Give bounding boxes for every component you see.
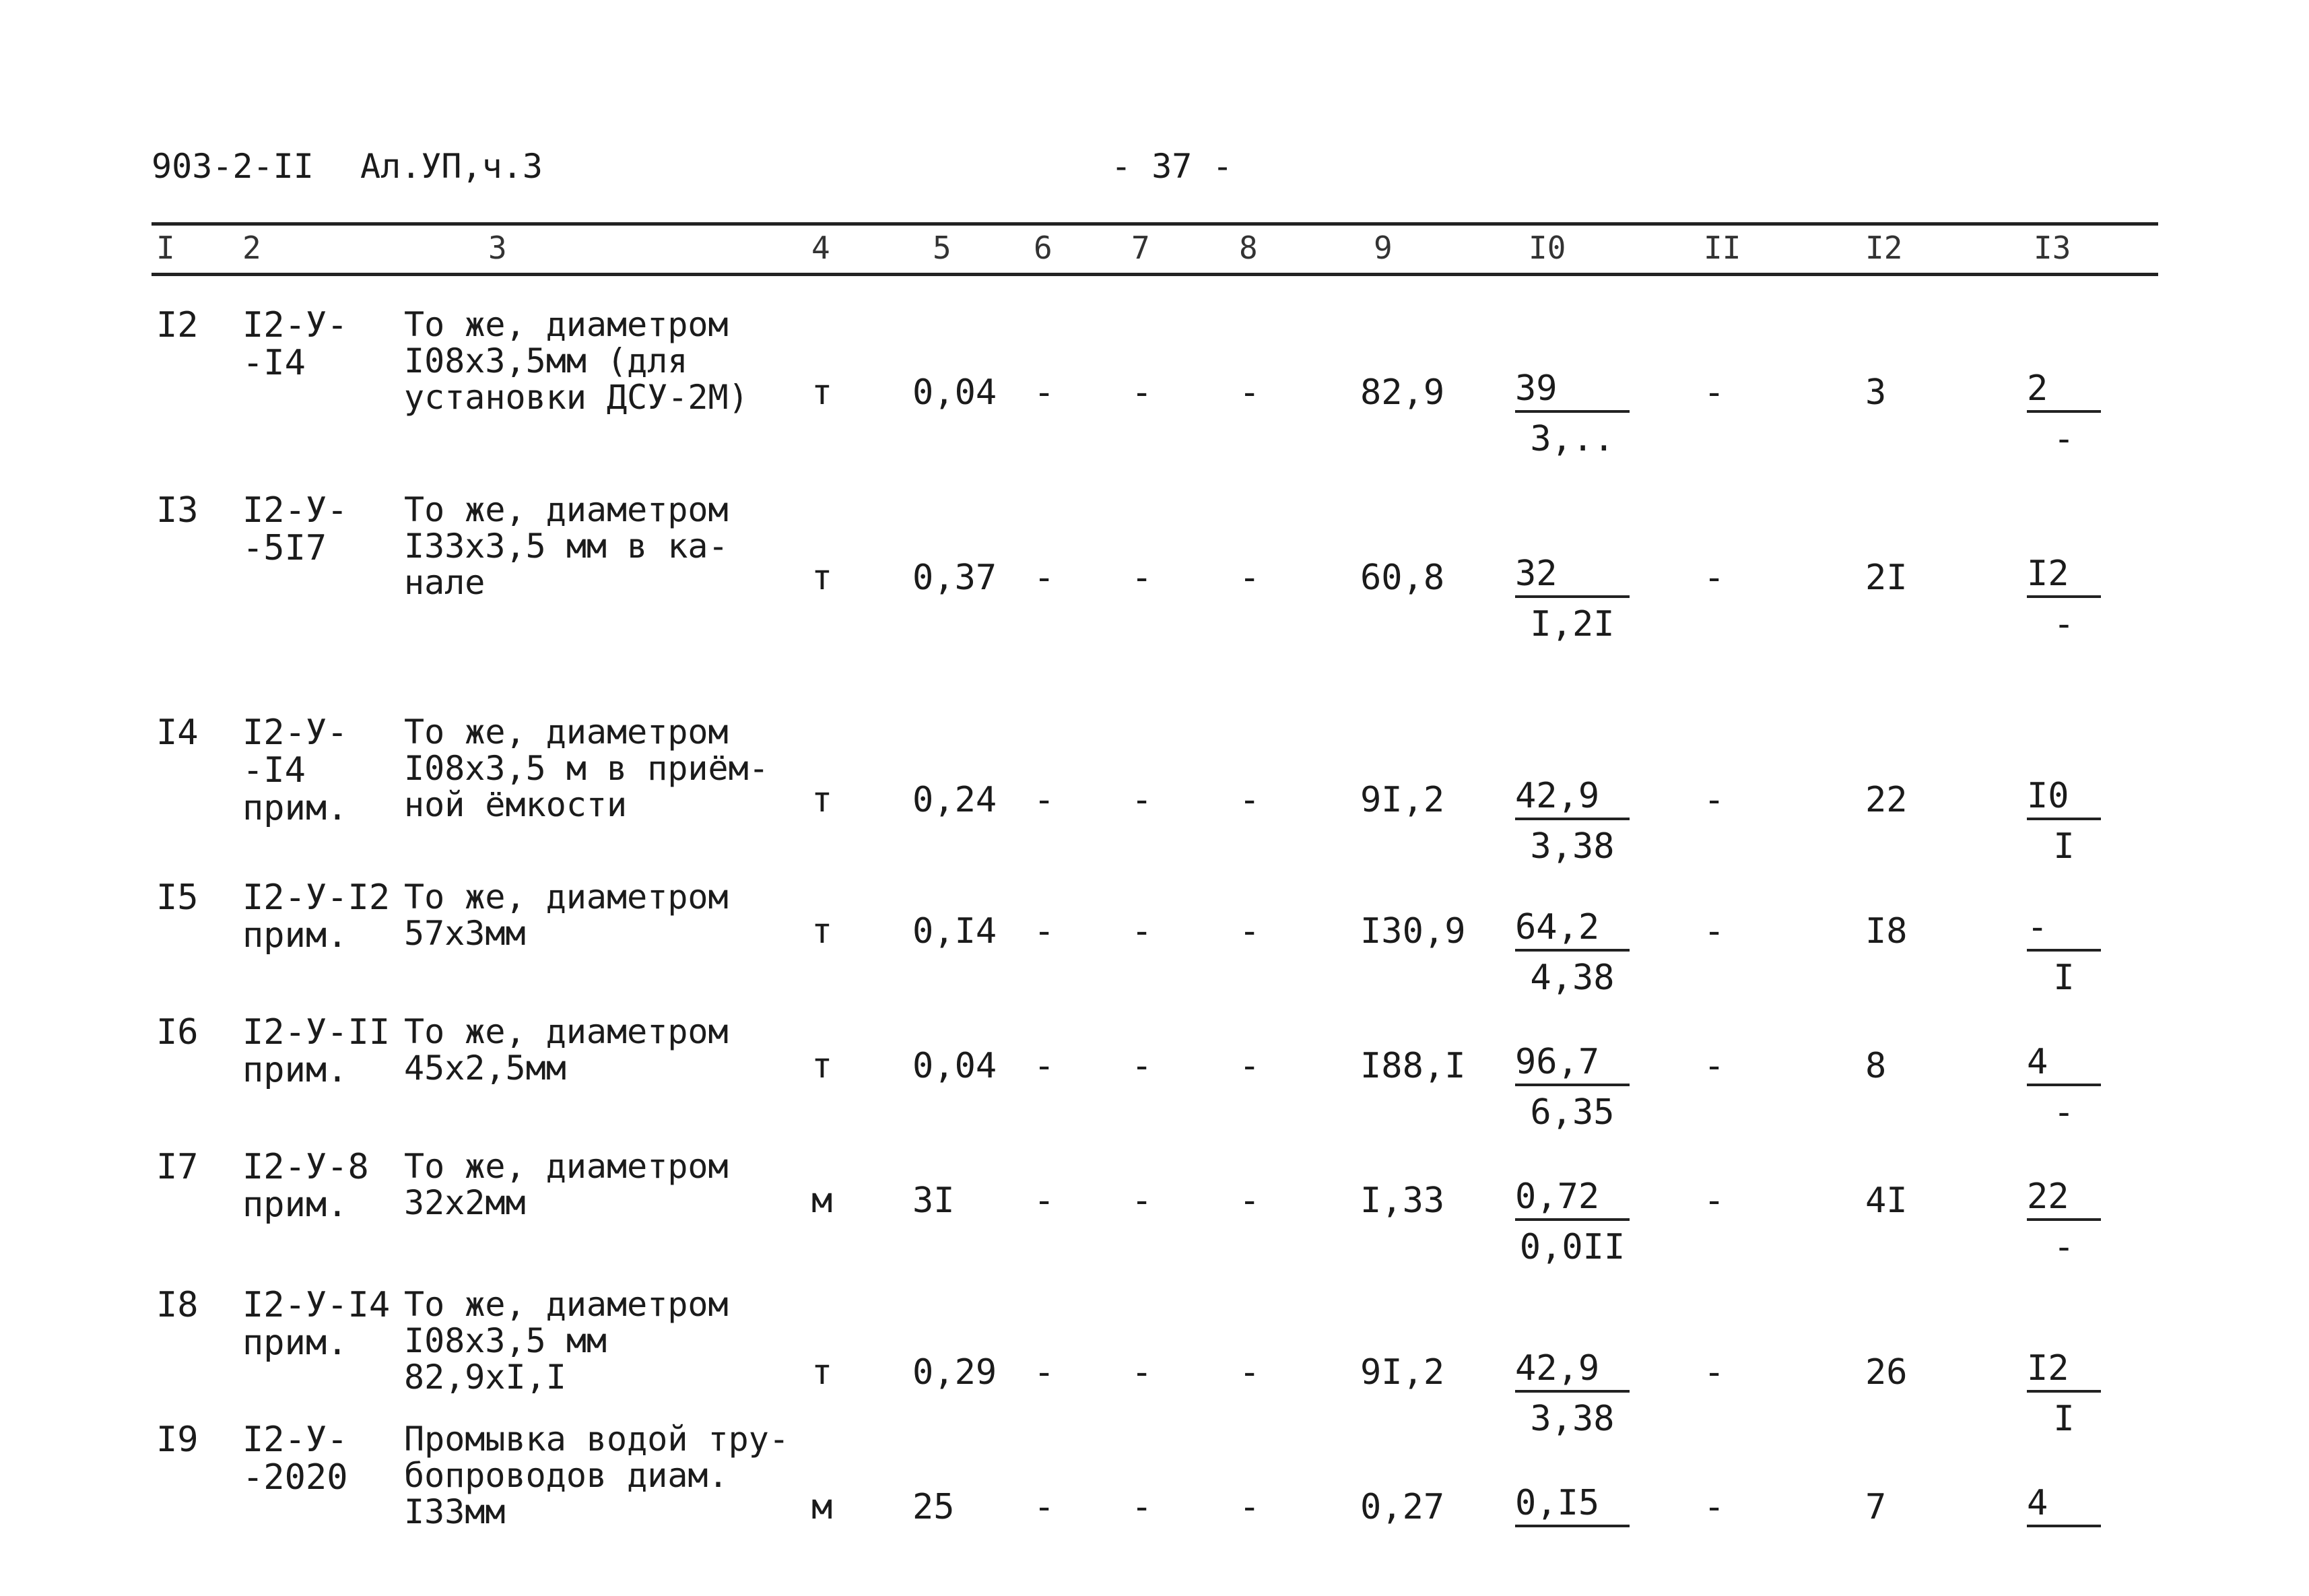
col-11: - xyxy=(1704,558,1725,598)
norm-code: I2-У- -5I7 xyxy=(242,490,348,568)
row-number: I6 xyxy=(156,1012,199,1053)
column-number-3: 3 xyxy=(488,230,507,266)
unit: т xyxy=(811,372,833,413)
col-6: - xyxy=(1034,1046,1055,1086)
row-number: I5 xyxy=(156,877,199,918)
col-13-denominator xyxy=(2027,1527,2101,1534)
col-10-numerator: 42,9 xyxy=(1515,1350,1630,1393)
col-11: - xyxy=(1704,911,1725,952)
work-description: Промывка водой тру- бопроводов диам. I33мм xyxy=(404,1420,789,1531)
col-8: - xyxy=(1239,911,1261,952)
col-8: - xyxy=(1239,1046,1261,1086)
col-13-numerator: 4 xyxy=(2027,1043,2101,1086)
work-description: То же, диаметром I08x3,5 мм 82,9xI,I xyxy=(404,1285,729,1397)
col-13-fraction xyxy=(2027,777,2101,866)
col-9: I,33 xyxy=(1360,1181,1445,1221)
col-12: 8 xyxy=(1865,1046,1887,1086)
norm-code: I2-У- -I4 прим. xyxy=(242,712,348,828)
norm-code: I2-У- -I4 xyxy=(242,305,348,383)
col-13-fraction xyxy=(2027,1043,2101,1132)
col-11: - xyxy=(1704,1046,1725,1086)
col-10-denominator: 3,.. xyxy=(1530,419,1615,459)
col-13-numerator: 2 xyxy=(2027,370,2101,413)
col-10-denominator: 0,0II xyxy=(1519,1227,1626,1267)
col-12: 26 xyxy=(1865,1352,1908,1393)
column-number-5: 5 xyxy=(933,230,951,266)
quantity: 0,04 xyxy=(912,1046,997,1086)
col-10-fraction xyxy=(1515,555,1630,644)
album-ref: Ал.УП,ч.3 xyxy=(360,147,543,186)
col-7: - xyxy=(1131,780,1153,820)
col-6: - xyxy=(1034,372,1055,413)
col-7: - xyxy=(1131,558,1153,598)
col-9: I88,I xyxy=(1360,1046,1466,1086)
col-10-denominator xyxy=(1515,1527,1630,1534)
work-description: То же, диаметром I08x3,5 м в приём- ной ёмкости xyxy=(404,712,769,824)
row-number: I9 xyxy=(156,1420,199,1460)
col-12: 7 xyxy=(1865,1487,1887,1527)
col-13-denominator: - xyxy=(2053,419,2075,459)
col-6: - xyxy=(1034,1181,1055,1221)
page-number: - 37 - xyxy=(1111,147,1233,186)
col-13-numerator: 22 xyxy=(2027,1178,2101,1221)
col-13-fraction xyxy=(2027,1178,2101,1267)
column-number-12: I2 xyxy=(1865,230,1903,266)
col-13-fraction xyxy=(2027,370,2101,459)
col-8: - xyxy=(1239,558,1261,598)
col-10-denominator: I,2I xyxy=(1530,604,1615,644)
col-6: - xyxy=(1034,558,1055,598)
col-9: 60,8 xyxy=(1360,558,1445,598)
row-number: I3 xyxy=(156,490,199,531)
col-10-fraction xyxy=(1515,1178,1630,1267)
col-13-numerator: I2 xyxy=(2027,555,2101,598)
col-8: - xyxy=(1239,1181,1261,1221)
col-13-denominator: I xyxy=(2053,826,2075,867)
column-number-10: I0 xyxy=(1529,230,1566,266)
col-10-denominator: 4,38 xyxy=(1530,958,1615,998)
col-10-fraction xyxy=(1515,1484,1630,1534)
col-11: - xyxy=(1704,372,1725,413)
col-6: - xyxy=(1034,1352,1055,1393)
col-13-denominator: - xyxy=(2053,1227,2075,1267)
col-10-numerator: 96,7 xyxy=(1515,1043,1630,1086)
doc-code: 903-2-II xyxy=(152,147,314,186)
col-13-numerator: I0 xyxy=(2027,777,2101,820)
col-11: - xyxy=(1704,1487,1725,1527)
work-description: То же, диаметром I08x3,5мм (для установки ДСУ-2М) xyxy=(404,305,749,417)
quantity: 0,04 xyxy=(912,372,997,413)
row-number: I8 xyxy=(156,1285,199,1325)
norm-code: I2-У-II прим. xyxy=(242,1012,391,1090)
col-11: - xyxy=(1704,780,1725,820)
col-10-numerator: 64,2 xyxy=(1515,908,1630,952)
unit: т xyxy=(811,1352,833,1393)
col-13-denominator: - xyxy=(2053,604,2075,644)
col-10-numerator: 39 xyxy=(1515,370,1630,413)
col-13-fraction xyxy=(2027,555,2101,644)
col-13-fraction xyxy=(2027,908,2101,997)
col-10-fraction xyxy=(1515,1043,1630,1132)
col-8: - xyxy=(1239,1352,1261,1393)
quantity: 0,24 xyxy=(912,780,997,820)
column-number-2: 2 xyxy=(242,230,261,266)
col-7: - xyxy=(1131,1046,1153,1086)
col-13-denominator: - xyxy=(2053,1092,2075,1133)
row-number: I7 xyxy=(156,1147,199,1187)
col-10-numerator: 0,I5 xyxy=(1515,1484,1630,1527)
col-13-numerator: - xyxy=(2027,908,2101,952)
unit: т xyxy=(811,1046,833,1086)
col-8: - xyxy=(1239,372,1261,413)
col-13-numerator: 4 xyxy=(2027,1484,2101,1527)
header-bottom-rule xyxy=(152,273,2158,276)
col-13-numerator: I2 xyxy=(2027,1350,2101,1393)
norm-code: I2-У-I4 прим. xyxy=(242,1285,391,1363)
norm-code: I2-У-8 прим. xyxy=(242,1147,369,1225)
col-10-denominator: 3,38 xyxy=(1530,1399,1615,1439)
col-10-numerator: 0,72 xyxy=(1515,1178,1630,1221)
quantity: 0,37 xyxy=(912,558,997,598)
col-10-denominator: 6,35 xyxy=(1530,1092,1615,1133)
quantity: 0,29 xyxy=(912,1352,997,1393)
col-7: - xyxy=(1131,372,1153,413)
col-12: 2I xyxy=(1865,558,1908,598)
col-7: - xyxy=(1131,1352,1153,1393)
col-12: 22 xyxy=(1865,780,1908,820)
col-11: - xyxy=(1704,1181,1725,1221)
col-13-fraction xyxy=(2027,1484,2101,1534)
col-9: I30,9 xyxy=(1360,911,1466,952)
col-7: - xyxy=(1131,1487,1153,1527)
col-6: - xyxy=(1034,1487,1055,1527)
quantity: 25 xyxy=(912,1487,955,1527)
col-7: - xyxy=(1131,1181,1153,1221)
column-number-7: 7 xyxy=(1131,230,1150,266)
header-top-rule xyxy=(152,222,2158,226)
col-12: I8 xyxy=(1865,911,1908,952)
work-description: То же, диаметром 57x3мм xyxy=(404,877,729,953)
row-number: I2 xyxy=(156,305,199,345)
col-13-fraction xyxy=(2027,1350,2101,1438)
col-9: 9I,2 xyxy=(1360,1352,1445,1393)
col-13-denominator: I xyxy=(2053,958,2075,998)
unit: т xyxy=(811,558,833,598)
column-number-13: I3 xyxy=(2034,230,2071,266)
column-number-1: I xyxy=(156,230,175,266)
col-10-numerator: 42,9 xyxy=(1515,777,1630,820)
column-number-4: 4 xyxy=(811,230,830,266)
col-9: 9I,2 xyxy=(1360,780,1445,820)
column-number-8: 8 xyxy=(1239,230,1258,266)
col-6: - xyxy=(1034,911,1055,952)
col-12: 4I xyxy=(1865,1181,1908,1221)
col-8: - xyxy=(1239,1487,1261,1527)
work-description: То же, диаметром 32x2мм xyxy=(404,1147,729,1222)
col-11: - xyxy=(1704,1352,1725,1393)
col-10-fraction xyxy=(1515,908,1630,997)
col-13-denominator: I xyxy=(2053,1399,2075,1439)
column-number-11: II xyxy=(1704,230,1741,266)
col-9: 0,27 xyxy=(1360,1487,1445,1527)
col-7: - xyxy=(1131,911,1153,952)
column-number-6: 6 xyxy=(1034,230,1052,266)
norm-code: I2-У- -2020 xyxy=(242,1420,348,1498)
work-description: То же, диаметром 45x2,5мм xyxy=(404,1012,729,1088)
quantity: 3I xyxy=(912,1181,955,1221)
col-10-fraction xyxy=(1515,1350,1630,1438)
col-6: - xyxy=(1034,780,1055,820)
unit: т xyxy=(811,780,833,820)
col-10-fraction xyxy=(1515,777,1630,866)
row-number: I4 xyxy=(156,712,199,753)
col-10-denominator: 3,38 xyxy=(1530,826,1615,867)
work-description: То же, диаметром I33x3,5 мм в ка- нале xyxy=(404,490,729,602)
col-10-numerator: 32 xyxy=(1515,555,1630,598)
col-12: 3 xyxy=(1865,372,1887,413)
norm-code: I2-У-I2 прим. xyxy=(242,877,391,956)
column-number-9: 9 xyxy=(1374,230,1393,266)
col-8: - xyxy=(1239,780,1261,820)
unit: м xyxy=(811,1181,833,1221)
col-10-fraction xyxy=(1515,370,1630,459)
unit: м xyxy=(811,1487,833,1527)
quantity: 0,I4 xyxy=(912,911,997,952)
col-9: 82,9 xyxy=(1360,372,1445,413)
unit: т xyxy=(811,911,833,952)
